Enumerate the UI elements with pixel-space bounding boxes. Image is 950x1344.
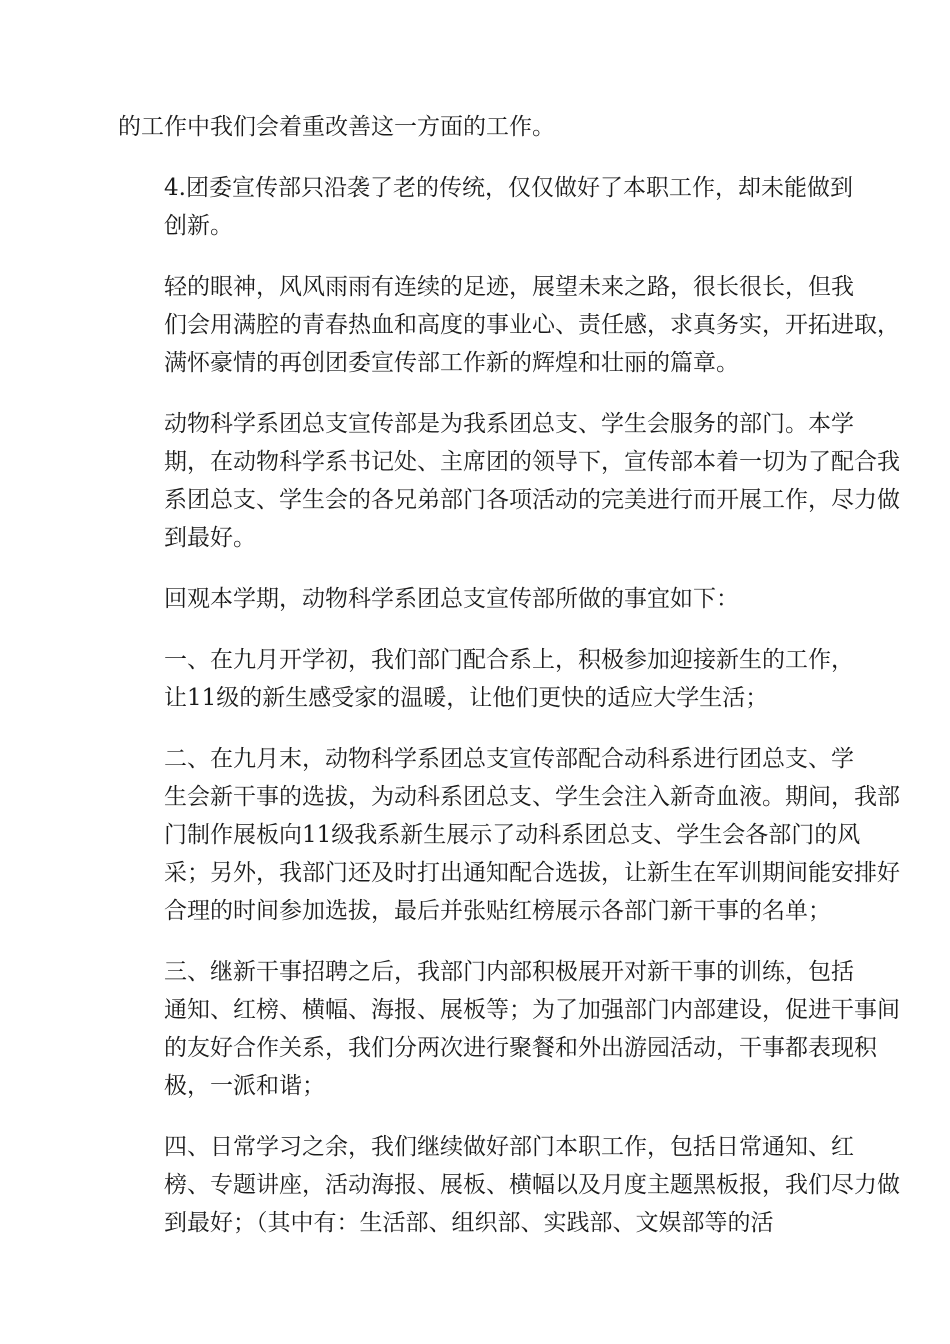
text-line: 让11级的新生感受家的温暖，让他们更快的适应大学生活； (164, 685, 769, 711)
document-body (118, 108, 900, 1265)
paragraph (118, 740, 900, 930)
text-line: 二、在九月末，动物科学系团总支宣传部配合动科系进行团总支、学 (164, 746, 854, 772)
paragraph (118, 268, 900, 382)
text-line: 三、继新干事招聘之后，我部门内部积极展开对新干事的训练，包括 (164, 959, 854, 985)
text-line: 一、在九月开学初，我们部门配合系上，积极参加迎接新生的工作， (164, 647, 854, 673)
text-line: 合理的时间参加选拔，最后并张贴红榜展示各部门新干事的名单； (164, 898, 831, 924)
text-line: 轻的眼神，风风雨雨有连续的足迹，展望未来之路，很长很长，但我 (164, 274, 854, 300)
paragraph (118, 641, 854, 717)
paragraph (118, 580, 834, 618)
paragraph (118, 405, 900, 557)
text-line: 创新。 (164, 213, 233, 239)
text-line: 四、日常学习之余，我们继续做好部门本职工作，包括日常通知、红 (164, 1134, 854, 1160)
text-line: 榜、专题讲座，活动海报、展板、横幅以及月度主题黑板报，我们尽力做 (164, 1172, 900, 1198)
text-line: 到最好。 (164, 525, 256, 551)
paragraph (118, 169, 853, 245)
text-line: 的友好合作关系，我们分两次进行聚餐和外出游园活动，干事都表现积 (164, 1035, 877, 1061)
paragraph (118, 108, 834, 146)
text-line: 采；另外，我部门还及时打出通知配合选拔，让新生在军训期间能安排好 (164, 860, 900, 886)
text-line: 期，在动物科学系书记处、主席团的领导下，宣传部本着一切为了配合我 (164, 449, 900, 475)
text-line: 极，一派和谐； (164, 1073, 325, 1099)
text-line: 回观本学期，动物科学系团总支宣传部所做的事宜如下： (164, 586, 739, 612)
text-line: 4.团委宣传部只沿袭了老的传统，仅仅做好了本职工作，却未能做到 (164, 175, 853, 201)
text-line: 满怀豪情的再创团委宣传部工作新的辉煌和壮丽的篇章。 (164, 350, 739, 376)
text-line: 系团总支、学生会的各兄弟部门各项活动的完美进行而开展工作，尽力做 (164, 487, 900, 513)
text-line: 们会用满腔的青春热血和高度的事业心、责任感，求真务实，开拓进取， (164, 312, 900, 338)
text-line: 生会新干事的选拔，为动科系团总支、学生会注入新奇血液。期间，我部 (164, 784, 900, 810)
text-line: 到最好；（其中有：生活部、组织部、实践部、文娱部等的活 (164, 1210, 774, 1236)
text-line: 动物科学系团总支宣传部是为我系团总支、学生会服务的部门。本学 (164, 411, 854, 437)
text-line: 门制作展板向11级我系新生展示了动科系团总支、学生会各部门的风 (164, 822, 861, 848)
paragraph (118, 953, 900, 1105)
text-line: 的工作中我们会着重改善这一方面的工作。 (118, 114, 555, 140)
paragraph (118, 1128, 900, 1242)
text-line: 通知、红榜、横幅、海报、展板等；为了加强部门内部建设，促进干事间 (164, 997, 900, 1023)
